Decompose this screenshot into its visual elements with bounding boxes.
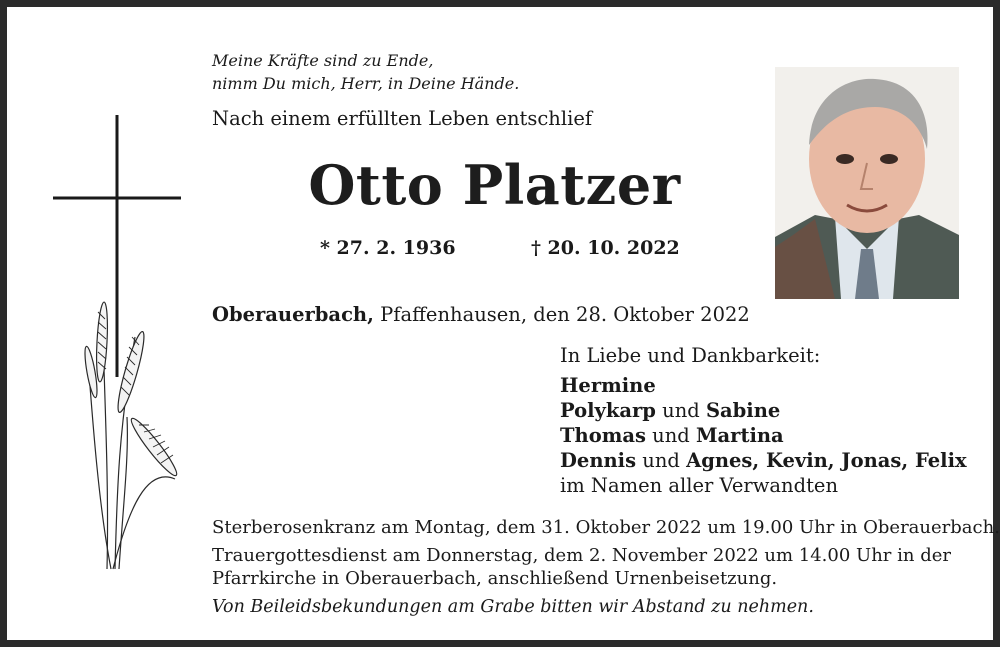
verse-line-1: Meine Kräfte sind zu Ende, [212,51,434,70]
mourner-name: Polykarp [560,399,656,422]
mourner-line [560,373,656,398]
mourner-line [560,423,784,448]
conjunction: und [636,449,687,472]
place-name: Oberauerbach, [212,303,374,326]
place-date: Pfaffenhausen, den 28. Oktober 2022 [373,303,750,326]
mourner-name: Thomas [560,424,646,447]
mourner-line [560,448,967,473]
mourner-name: Agnes, Kevin, Jonas, Felix [686,449,967,472]
mourners-heading: In Liebe und Dankbarkeit: [560,344,821,367]
funeral-service-info-cont: Pfarrkirche in Oberauerbach, anschließend Urnenbeisetzung. [212,568,778,589]
verse-line-2: nimm Du mich, Herr, in Deine Hände. [212,74,520,93]
mourner-name: Dennis [560,449,637,472]
mourner-name: Sabine [705,399,781,422]
relatives-line: im Namen aller Verwandten [560,474,839,497]
mourner-line [560,398,780,423]
funeral-service-info: Trauergottesdienst am Donnerstag, dem 2. November 2022 um 14.00 Uhr in der [212,545,951,566]
rosary-info: Sterberosenkranz am Montag, dem 31. Oktober 2022 um 19.00 Uhr in Oberauerbach. [212,517,1000,538]
conjunction: und [645,424,696,447]
mourner-name: Hermine [560,374,656,397]
wheat-ears-icon [83,302,181,569]
birth-date: * 27. 2. 1936 [320,237,456,259]
portrait-photo [775,67,959,299]
closing-note: Von Beileidsbekundungen am Grabe bitten wir Abstand zu nehmen. [212,597,814,617]
intro-text: Nach einem erfüllten Leben entschlief [212,107,593,130]
deceased-name: Otto Platzer [308,153,681,217]
place-date-line [212,303,750,326]
death-date: † 20. 10. 2022 [531,237,680,259]
conjunction: und [655,399,706,422]
mourner-name: Martina [695,424,784,447]
